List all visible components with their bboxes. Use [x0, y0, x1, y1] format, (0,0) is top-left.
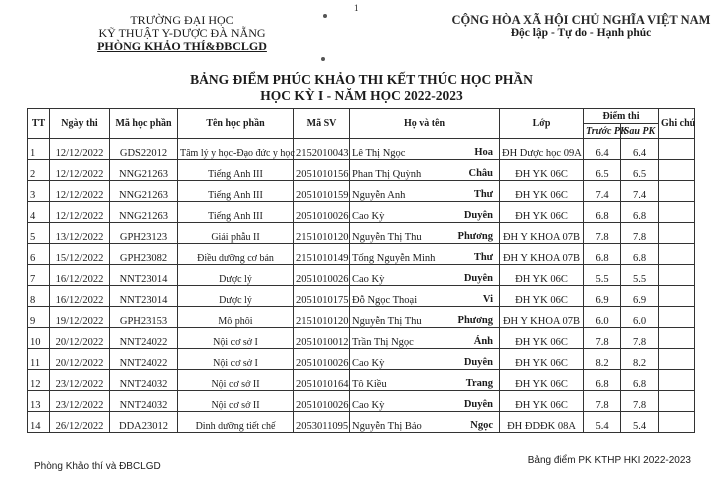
- exam-date: 13/12/2022: [50, 223, 110, 244]
- student-name: [350, 265, 500, 286]
- table-row: [28, 202, 695, 223]
- note: [659, 223, 695, 244]
- score-before: 7.8: [584, 391, 621, 412]
- score-after: 7.8: [621, 223, 659, 244]
- student-name: [350, 202, 500, 223]
- course-name: Nội cơ sở I: [178, 328, 294, 349]
- course-code: GPH23123: [110, 223, 178, 244]
- page-number: 1: [354, 3, 359, 13]
- course-code: NNT24022: [110, 328, 178, 349]
- course-name: Tiếng Anh III: [178, 181, 294, 202]
- course-name: Dinh dưỡng tiết chế: [178, 412, 294, 433]
- score-before: 7.8: [584, 328, 621, 349]
- col-header-tt: TT: [28, 109, 50, 139]
- course-code: NNG21263: [110, 160, 178, 181]
- class-name: ĐH Y KHOA 07B: [500, 307, 584, 328]
- course-code: DDA23012: [110, 412, 178, 433]
- table-row: [28, 139, 695, 160]
- course-name: Tiếng Anh III: [178, 202, 294, 223]
- score-before: 6.9: [584, 286, 621, 307]
- student-name: [350, 412, 500, 433]
- university-label: TRƯỜNG ĐẠI HỌC: [130, 13, 234, 27]
- table-row: [28, 307, 695, 328]
- row-number: 10: [28, 328, 50, 349]
- row-number: 5: [28, 223, 50, 244]
- score-before: 6.8: [584, 370, 621, 391]
- student-name: [350, 139, 500, 160]
- row-number: 3: [28, 181, 50, 202]
- score-before: 5.4: [584, 412, 621, 433]
- table-row: [28, 160, 695, 181]
- note: [659, 391, 695, 412]
- exam-date: 20/12/2022: [50, 349, 110, 370]
- punch-dot: [321, 57, 325, 61]
- student-id: 2051010012: [294, 328, 350, 349]
- score-after: 6.4: [621, 139, 659, 160]
- student-family-name: Nguyễn Anh: [352, 190, 406, 201]
- exam-date: 20/12/2022: [50, 328, 110, 349]
- student-id: 2151010120: [294, 307, 350, 328]
- row-number: 1: [28, 139, 50, 160]
- exam-date: 16/12/2022: [50, 286, 110, 307]
- row-number: 7: [28, 265, 50, 286]
- student-id: 2151010120: [294, 223, 350, 244]
- course-name: Nội cơ sở II: [178, 391, 294, 412]
- class-name: ĐH YK 06C: [500, 370, 584, 391]
- note: [659, 412, 695, 433]
- course-name: Nội cơ sở I: [178, 349, 294, 370]
- course-name: Mô phôi: [178, 307, 294, 328]
- note: [659, 181, 695, 202]
- score-after: 6.5: [621, 160, 659, 181]
- score-after: 6.8: [621, 370, 659, 391]
- course-code: NNG21263: [110, 202, 178, 223]
- score-before: 7.4: [584, 181, 621, 202]
- student-name: [350, 160, 500, 181]
- course-name: Nội cơ sở II: [178, 370, 294, 391]
- document-title: BẢNG ĐIỂM PHÚC KHẢO THI KẾT THÚC HỌC PHẦN: [190, 72, 533, 87]
- score-before: 6.5: [584, 160, 621, 181]
- course-name: Điều dưỡng cơ bản: [178, 244, 294, 265]
- student-id: 2051010159: [294, 181, 350, 202]
- score-after: 7.8: [621, 391, 659, 412]
- table-row: [28, 181, 695, 202]
- note: [659, 307, 695, 328]
- punch-dot: [323, 14, 327, 18]
- student-given-name: Phương: [457, 231, 493, 242]
- class-name: ĐH YK 06C: [500, 328, 584, 349]
- course-name: Dược lý: [178, 265, 294, 286]
- row-number: 13: [28, 391, 50, 412]
- note: [659, 202, 695, 223]
- score-before: 7.8: [584, 223, 621, 244]
- university-name: KỸ THUẬT Y-DƯỢC ĐÀ NẴNG: [98, 26, 266, 40]
- student-name: [350, 370, 500, 391]
- col-header-before: Trước PK: [584, 124, 621, 139]
- score-before: 6.4: [584, 139, 621, 160]
- row-number: 2: [28, 160, 50, 181]
- exam-date: 12/12/2022: [50, 160, 110, 181]
- student-given-name: Vi: [482, 294, 493, 305]
- exam-date: 23/12/2022: [50, 391, 110, 412]
- student-id: 2051010164: [294, 370, 350, 391]
- course-name: Tâm lý y học-Đạo đức y học: [178, 139, 294, 160]
- course-code: NNT24022: [110, 349, 178, 370]
- student-family-name: Cao Kỳ: [352, 358, 385, 369]
- student-family-name: Đỗ Ngọc Thoại: [352, 295, 418, 306]
- row-number: 4: [28, 202, 50, 223]
- course-code: NNT24032: [110, 391, 178, 412]
- student-family-name: Nguyễn Thị Bảo: [352, 421, 422, 432]
- class-name: ĐH YK 06C: [500, 286, 584, 307]
- student-given-name: Hoa: [474, 147, 493, 158]
- student-name: [350, 181, 500, 202]
- department-name: PHÒNG KHẢO THÍ&ĐBCLGD: [97, 39, 267, 53]
- student-id: 2151010149: [294, 244, 350, 265]
- footer-left: Phòng Khảo thí và ĐBCLGD: [34, 461, 161, 472]
- col-header-name: Họ và tên: [350, 109, 500, 139]
- row-number: 11: [28, 349, 50, 370]
- score-after: 6.8: [621, 202, 659, 223]
- student-given-name: Trang: [465, 378, 493, 389]
- note: [659, 160, 695, 181]
- class-name: ĐH YK 06C: [500, 391, 584, 412]
- table-row: [28, 391, 695, 412]
- student-id: 2051010156: [294, 160, 350, 181]
- student-family-name: Trần Thị Ngọc: [352, 337, 414, 348]
- exam-date: 12/12/2022: [50, 181, 110, 202]
- col-header-date: Ngày thi: [50, 109, 110, 139]
- exam-date: 16/12/2022: [50, 265, 110, 286]
- row-number: 12: [28, 370, 50, 391]
- student-given-name: Duyên: [463, 210, 493, 221]
- class-name: ĐH Dược học 09A: [500, 139, 584, 160]
- course-code: GPH23153: [110, 307, 178, 328]
- exam-date: 19/12/2022: [50, 307, 110, 328]
- score-before: 8.2: [584, 349, 621, 370]
- row-number: 6: [28, 244, 50, 265]
- nation-name: CỘNG HÒA XÃ HỘI CHỦ NGHĨA VIỆT NAM: [451, 13, 711, 27]
- student-id: 2053011095: [294, 412, 350, 433]
- note: [659, 139, 695, 160]
- score-before: 6.8: [584, 202, 621, 223]
- header-right: [450, 14, 712, 40]
- student-family-name: Cao Kỳ: [352, 274, 385, 285]
- student-name: [350, 328, 500, 349]
- student-family-name: Cao Kỳ: [352, 211, 385, 222]
- footer-right: Bảng điểm PK KTHP HKI 2022-2023: [527, 455, 691, 466]
- exam-date: 26/12/2022: [50, 412, 110, 433]
- note: [659, 349, 695, 370]
- course-code: NNT23014: [110, 286, 178, 307]
- class-name: ĐH YK 06C: [500, 181, 584, 202]
- class-name: ĐH Y KHOA 07B: [500, 244, 584, 265]
- table-row: [28, 328, 695, 349]
- student-given-name: Ánh: [473, 336, 493, 347]
- col-header-subject: Tên học phần: [178, 109, 294, 139]
- score-before: 6.0: [584, 307, 621, 328]
- class-name: ĐH YK 06C: [500, 265, 584, 286]
- course-code: NNG21263: [110, 181, 178, 202]
- table-row: [28, 412, 695, 433]
- note: [659, 244, 695, 265]
- col-header-note: Ghi chú: [659, 109, 695, 139]
- course-code: NNT23014: [110, 265, 178, 286]
- student-given-name: Thư: [473, 189, 493, 200]
- grades-table: [27, 108, 695, 433]
- class-name: ĐH YK 06C: [500, 202, 584, 223]
- student-id: 2051010026: [294, 202, 350, 223]
- student-id: 2051010026: [294, 265, 350, 286]
- student-name: [350, 244, 500, 265]
- row-number: 9: [28, 307, 50, 328]
- note: [659, 286, 695, 307]
- score-after: 6.9: [621, 286, 659, 307]
- student-given-name: Duyên: [463, 357, 493, 368]
- exam-date: 23/12/2022: [50, 370, 110, 391]
- student-name: [350, 391, 500, 412]
- class-name: ĐH YK 06C: [500, 160, 584, 181]
- exam-date: 15/12/2022: [50, 244, 110, 265]
- row-number: 8: [28, 286, 50, 307]
- score-after: 5.4: [621, 412, 659, 433]
- student-family-name: Cao Kỳ: [352, 400, 385, 411]
- document-subtitle: HỌC KỲ I - NĂM HỌC 2022-2023: [260, 88, 463, 103]
- table-row: [28, 223, 695, 244]
- col-header-after: Sau PK: [621, 124, 659, 139]
- student-given-name: Phương: [457, 315, 493, 326]
- student-given-name: Châu: [468, 168, 493, 179]
- student-id: 2051010175: [294, 286, 350, 307]
- class-name: ĐH Y KHOA 07B: [500, 223, 584, 244]
- student-given-name: Duyên: [463, 399, 493, 410]
- score-after: 7.4: [621, 181, 659, 202]
- note: [659, 328, 695, 349]
- col-header-code: Mã học phần: [110, 109, 178, 139]
- row-number: 14: [28, 412, 50, 433]
- header-left: [82, 14, 282, 53]
- col-header-student-id: Mã SV: [294, 109, 350, 139]
- student-family-name: Tô Kiều: [352, 379, 387, 390]
- student-id: 2051010026: [294, 391, 350, 412]
- score-after: 6.0: [621, 307, 659, 328]
- student-given-name: Thư: [473, 252, 493, 263]
- table-row: [28, 244, 695, 265]
- note: [659, 265, 695, 286]
- student-given-name: Duyên: [463, 273, 493, 284]
- student-name: [350, 349, 500, 370]
- student-name: [350, 286, 500, 307]
- course-name: Giải phẫu II: [178, 223, 294, 244]
- score-after: 5.5: [621, 265, 659, 286]
- student-family-name: Nguyễn Thị Thu: [352, 232, 422, 243]
- score-after: 8.2: [621, 349, 659, 370]
- class-name: ĐH YK 06C: [500, 349, 584, 370]
- table-row: [28, 286, 695, 307]
- col-header-score-group: Điểm thi: [584, 109, 659, 124]
- nation-motto: Độc lập - Tự do - Hạnh phúc: [510, 27, 652, 39]
- score-before: 6.8: [584, 244, 621, 265]
- score-after: 6.8: [621, 244, 659, 265]
- table-row: [28, 370, 695, 391]
- student-name: [350, 223, 500, 244]
- table-header-row: [28, 109, 695, 124]
- student-given-name: Ngọc: [470, 420, 493, 431]
- student-family-name: Phan Thị Quỳnh: [352, 169, 422, 180]
- student-id: 2051010026: [294, 349, 350, 370]
- score-before: 5.5: [584, 265, 621, 286]
- class-name: ĐH ĐDĐK 08A: [500, 412, 584, 433]
- student-id: 2152010043: [294, 139, 350, 160]
- score-after: 7.8: [621, 328, 659, 349]
- course-code: GPH23082: [110, 244, 178, 265]
- student-family-name: Lê Thị Ngọc: [352, 148, 406, 159]
- course-name: Tiếng Anh III: [178, 160, 294, 181]
- student-family-name: Nguyễn Thị Thu: [352, 316, 422, 327]
- table-row: [28, 349, 695, 370]
- exam-date: 12/12/2022: [50, 139, 110, 160]
- exam-date: 12/12/2022: [50, 202, 110, 223]
- student-name: [350, 307, 500, 328]
- table-row: [28, 265, 695, 286]
- col-header-class: Lớp: [500, 109, 584, 139]
- course-name: Dược lý: [178, 286, 294, 307]
- student-family-name: Tống Nguyễn Minh: [352, 253, 436, 264]
- course-code: NNT24032: [110, 370, 178, 391]
- note: [659, 370, 695, 391]
- course-code: GDS22012: [110, 139, 178, 160]
